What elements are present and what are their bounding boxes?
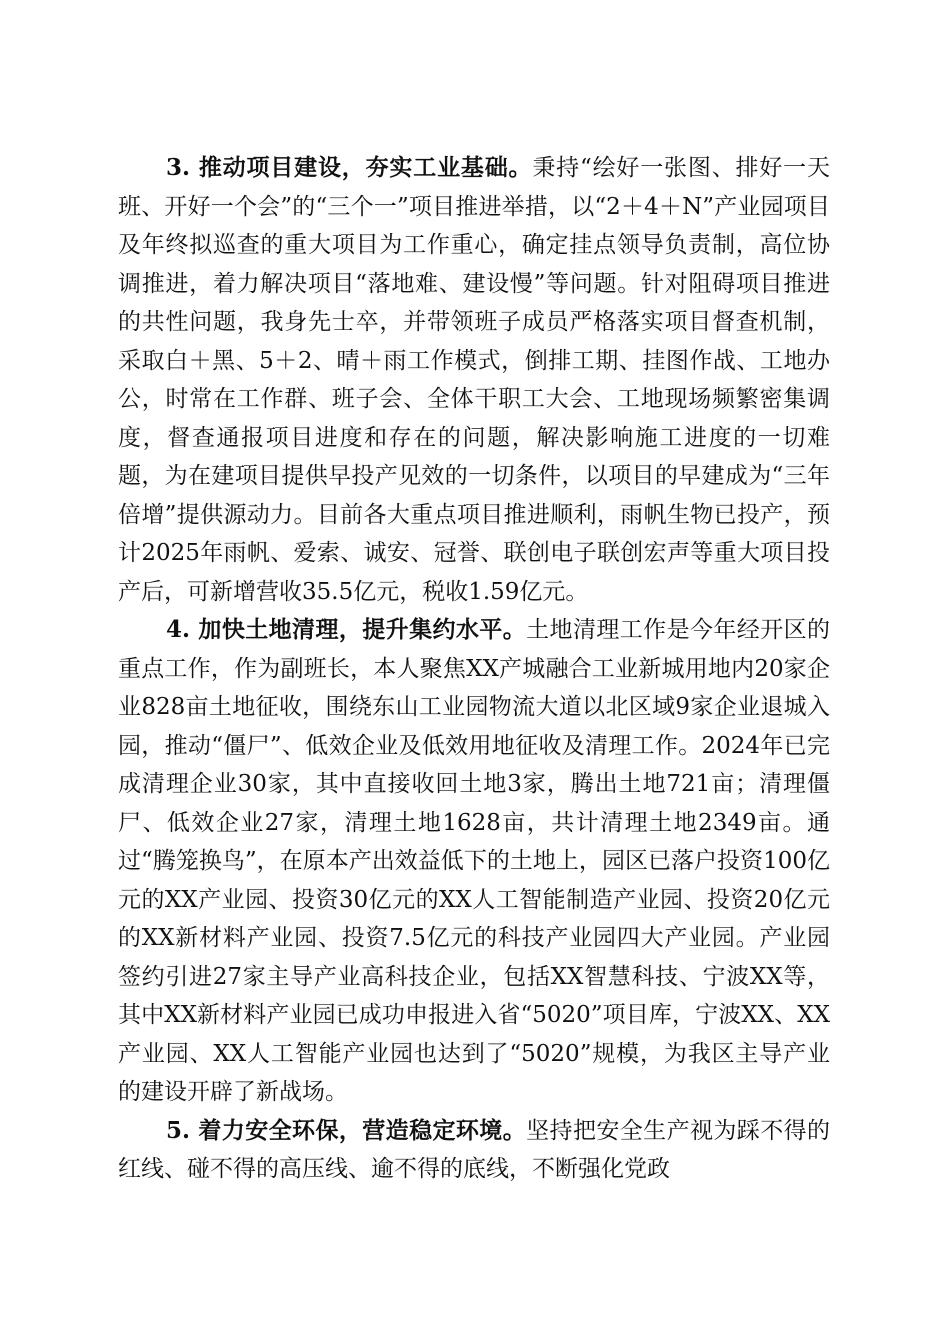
paragraph-body-4: 土地清理工作是今年经开区的重点工作，作为副班长，本人聚焦XX产城融合工业新城用地内20家企业828亩土地征收，围绕东山工业园物流大道以北区域9家企业退城入园，推动“僵尸”、低效企业及低效用地征收及清理工作。2024年已完成清理企业30家，其中直接收回土地3家，腾出土地721亩；清理僵尸、低效企业27家，清理土地1628亩，共计清理土地2349亩。通过“腾笼换鸟”，在原本产出效益低下的土地上，园区已落户投资100亿元的XX产业园、投资30亿元的XX人工智能制造产业园、投资20亿元的XX新材料产业园、投资7.5亿元的科技产业园四大产业园。产业园签约引进27家主导产业高科技企业，包括XX智慧科技、宁波XX等，其中XX新材料产业园已成功申报进入省“5020”项目库，宁波XX、XX产业园、XX人工智能产业园也达到了“5020”规模，为我区主导产业的建设开辟了新战场。	[118, 617, 830, 1105]
paragraph-body-3: 秉持“绘好一张图、排好一天班、开好一个会”的“三个一”项目推进举措，以“2＋4＋N”产业园项目及年终拟巡查的重大项目为工作重心，确定挂点领导负责制，高位协调推进，着力解决项目“落地难、建设慢”等问题。针对阻碍项目推进的共性问题，我身先士卒，并带领班子成员严格落实项目督查机制，采取白＋黑、5＋2、晴＋雨工作模式，倒排工期、挂图作战、工地办公，时常在工作群、班子会、全体干职工大会、工地现场频繁密集调度，督查通报项目进度和存在的问题，解决影响施工进度的一切难题，为在建项目提供早投产见效的一切条件，以项目的早建成为“三年倍增”提供源动力。目前各大重点项目推进顺利，雨帆生物已投产，预计2025年雨帆、爱索、诚安、冠誉、联创电子联创宏声等重大项目投产后，可新增营收35.5亿元，税收1.59亿元。	[118, 155, 830, 605]
document-page	[118, 149, 830, 1189]
paragraph-project-construction	[118, 149, 830, 611]
paragraph-land-clearing	[118, 611, 830, 1112]
section-heading-4: 4. 加快土地清理，提升集约水平。	[166, 616, 527, 643]
paragraph-body-5: 坚持把安全生产视为踩不得的红线、碰不得的高压线、逾不得的底线，不断强化党政	[118, 1117, 830, 1182]
paragraph-safety-environment	[118, 1112, 830, 1189]
section-heading-5: 5. 着力安全环保，营造稳定环境。	[166, 1116, 527, 1144]
section-heading-3: 3. 推动项目建设，夯实工业基础。	[166, 154, 533, 181]
